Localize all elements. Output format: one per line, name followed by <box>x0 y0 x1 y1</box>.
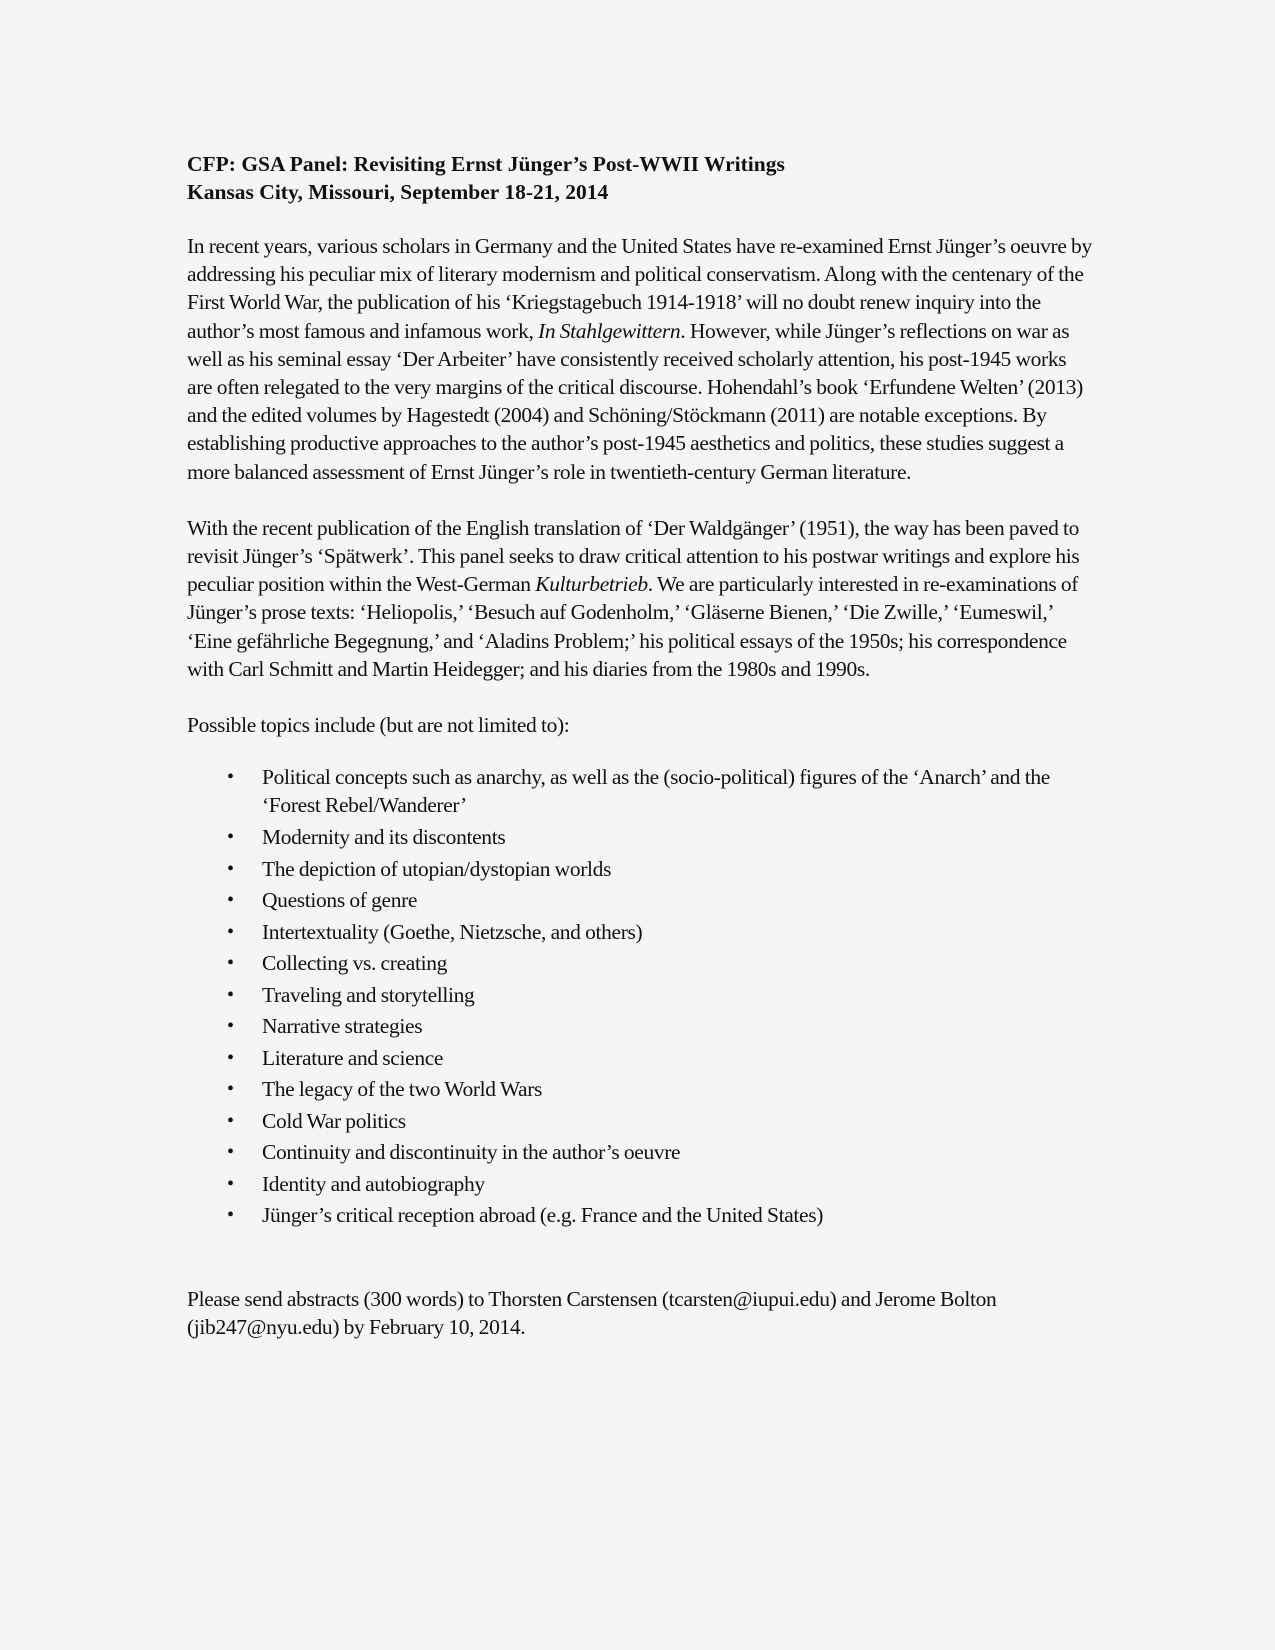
topic-text: Continuity and discontinuity in the author’s oeuvre <box>262 1140 681 1165</box>
topic-text: Intertextuality (Goethe, Nietzsche, and others) <box>262 919 643 944</box>
panel-text-2: . We are particularly interested in re-examinations of Jünger’s prose texts: ‘Heliopolis,’ ‘Besuch auf Godenholm,’ ‘Gläserne Bienen,’ ‘Die Zwille,’ ‘Eumeswil,’ ‘Eine gefährliche Begegnung,’ and ‘Aladins Problem;’ his political essays of the 1950s; his correspondence with Carl Schmitt and Martin Heidegger; and his diaries from the 1980s and 1990s. <box>187 572 1079 681</box>
panel-italic-term: Kulturbetrieb <box>535 572 648 597</box>
list-item <box>187 854 1092 886</box>
panel-text-1: With the recent publication of the English translation of ‘Der Waldgänger’ (1951), the way has been paved to revisit Jünger’s ‘Spätwerk’. This panel seeks to draw critical attention to his postwar writings and explore his peculiar position within the West-German <box>187 515 1080 597</box>
bullet-icon: • <box>227 1015 234 1038</box>
bullet-icon: • <box>227 857 234 880</box>
bullet-icon: • <box>227 1172 234 1195</box>
bullet-icon: • <box>227 920 234 943</box>
topic-text: Political concepts such as anarchy, as well as the (socio-political) figures of the ‘Anarch’ and the ‘Forest Rebel/Wanderer’ <box>262 765 1050 818</box>
topics-list <box>187 763 1092 1232</box>
bullet-icon: • <box>227 1109 234 1132</box>
list-item <box>187 980 1092 1012</box>
list-item <box>187 1200 1092 1232</box>
topic-text: Narrative strategies <box>262 1014 423 1039</box>
list-item <box>187 1106 1092 1138</box>
list-item <box>187 763 1092 819</box>
list-item <box>187 822 1092 854</box>
topic-text: Modernity and its discontents <box>262 825 506 850</box>
topic-text: Cold War politics <box>262 1108 406 1133</box>
list-item <box>187 948 1092 980</box>
bullet-icon: • <box>227 766 234 789</box>
topic-text: Literature and science <box>262 1045 444 1070</box>
intro-paragraph <box>187 232 1092 486</box>
list-item <box>187 1169 1092 1201</box>
title-line-1: CFP: GSA Panel: Revisiting Ernst Jünger’s Post-WWII Writings <box>187 152 785 176</box>
bullet-icon: • <box>227 983 234 1006</box>
list-item <box>187 1137 1092 1169</box>
topic-text: Collecting vs. creating <box>262 951 447 976</box>
topic-text: Identity and autobiography <box>262 1171 485 1196</box>
list-item <box>187 917 1092 949</box>
topic-text: The legacy of the two World Wars <box>262 1077 543 1102</box>
list-item <box>187 1043 1092 1075</box>
bullet-icon: • <box>227 952 234 975</box>
topic-text: Jünger’s critical reception abroad (e.g. France and the United States) <box>262 1203 824 1228</box>
document-title <box>187 150 1092 206</box>
submission-instructions: Please send abstracts (300 words) to Thorsten Carstensen (tcarsten@iupui.edu) and Jerome Bolton (jib247@nyu.edu) by February 10, 2014. <box>187 1286 997 1339</box>
bullet-icon: • <box>227 1078 234 1101</box>
list-item <box>187 1011 1092 1043</box>
topics-intro: Possible topics include (but are not limited to): <box>187 713 570 738</box>
topic-text: Traveling and storytelling <box>262 982 475 1007</box>
bullet-icon: • <box>227 889 234 912</box>
intro-text-1: In recent years, various scholars in Germany and the United States have re-examined Ernst Jünger’s oeuvre by addressing his peculiar mix of literary modernism and political conservatism. Along with the centenary of the First World War, the publication of his ‘Kriegstagebuch 1914-1918’ will no doubt renew inquiry into the author’s most famous and infamous work, <box>187 234 1092 343</box>
intro-italic-title: In Stahlgewittern <box>538 318 681 343</box>
topic-text: The depiction of utopian/dystopian worlds <box>262 856 612 881</box>
panel-paragraph <box>187 514 1092 683</box>
intro-text-2: . However, while Jünger’s reflections on war as well as his seminal essay ‘Der Arbeiter’ have consistently received scholarly attention, his post-1945 works are often relegated to the very margins of the critical discourse. Hohendahl’s book ‘Erfundene Welten’ (2013) and the edited volumes by Hagestedt (2004) and Schöning/Stöckmann (2011) are notable exceptions. By establishing productive approaches to the author’s post-1945 aesthetics and politics, these studies suggest a more balanced assessment of Ernst Jünger’s role in twentieth-century German literature. <box>187 318 1083 484</box>
list-item <box>187 885 1092 917</box>
bullet-icon: • <box>227 1046 234 1069</box>
bullet-icon: • <box>227 826 234 849</box>
topic-text: Questions of genre <box>262 888 418 913</box>
title-line-2-location-date: Kansas City, Missouri, September 18-21, 2014 <box>187 180 609 204</box>
document-page <box>187 150 1092 1341</box>
list-item <box>187 1074 1092 1106</box>
bullet-icon: • <box>227 1204 234 1227</box>
bullet-icon: • <box>227 1141 234 1164</box>
